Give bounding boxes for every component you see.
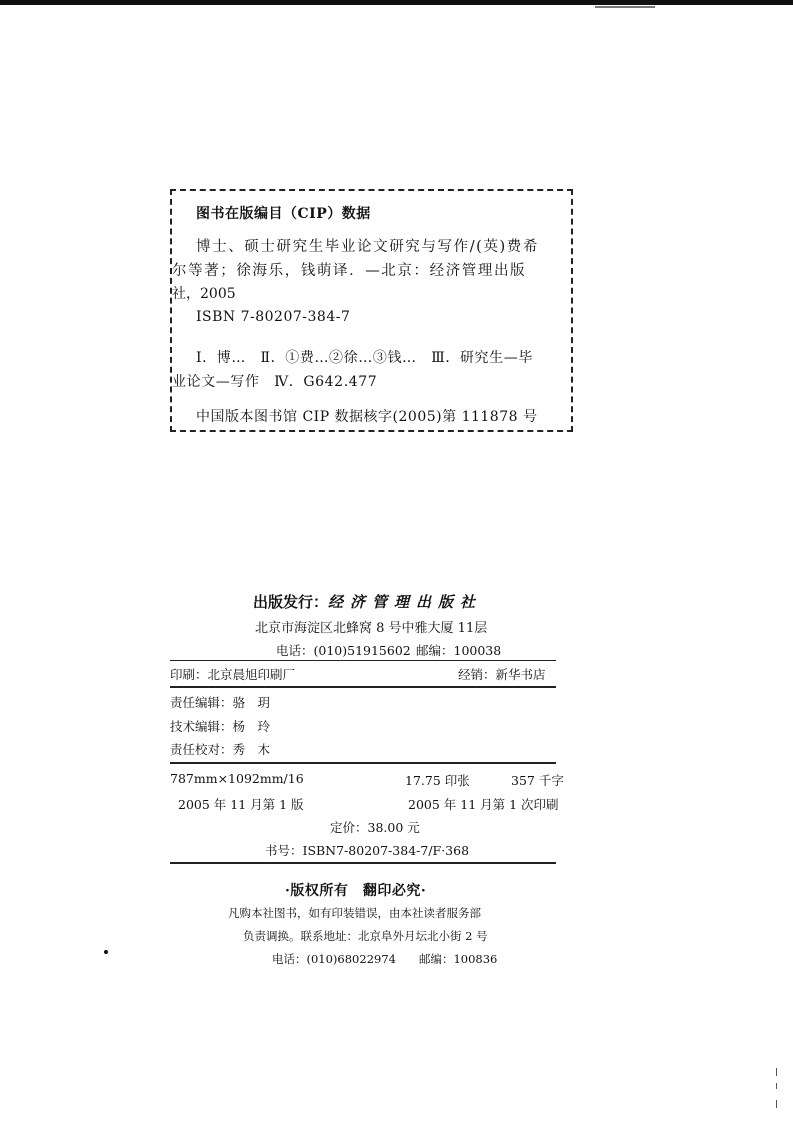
scan-edge-mark (776, 1100, 777, 1108)
publisher-postcode: 邮编：100038 (416, 643, 502, 658)
proofreader: 责任校对：秀 木 (170, 742, 271, 757)
price: 定价：38.00 元 (330, 820, 420, 835)
cip-record-number: 中国版本图书馆 CIP 数据核字(2005)第 111878 号 (196, 409, 538, 425)
book-number: 书号：ISBN7-80207-384-7/F·368 (265, 843, 470, 858)
printed-sheets: 17.75 印张 (405, 773, 470, 788)
divider (170, 762, 556, 764)
cip-classification: 业论文—写作 Ⅳ．G642.477 (172, 374, 378, 390)
distributor: 经销：新华书店 (458, 667, 546, 682)
publisher-name: 经济管理出版社 (328, 593, 483, 611)
divider (170, 686, 556, 688)
copyright-note: 凡购本社图书，如有印装错误，由本社读者服务部 (228, 906, 481, 920)
cip-line: 社，2005 (172, 286, 236, 302)
scan-speck (104, 950, 108, 954)
cip-line: 尔等著；徐海乐，钱萌译．—北京：经济管理出版 (172, 263, 527, 279)
cip-classification: Ⅰ．博… Ⅱ．①费…②徐…③钱… Ⅲ．研究生—毕 (196, 350, 533, 366)
word-count: 357 千字 (511, 773, 564, 788)
responsible-editor: 责任编辑：骆 玥 (170, 695, 271, 710)
publisher-label: 出版发行： (253, 593, 329, 611)
technical-editor: 技术编辑：杨 玲 (170, 719, 271, 734)
scan-edge-mark (776, 1068, 777, 1076)
scan-edge-mark (776, 1083, 777, 1089)
divider (170, 660, 556, 661)
publisher-phone: 电话：(010)51915602 (276, 643, 411, 658)
publisher-address: 北京市海淀区北蜂窝 8 号中雅大厦 11层 (255, 621, 488, 636)
cip-line: 博士、硕士研究生毕业论文研究与写作/(英)费希 (196, 239, 539, 255)
printer: 印刷：北京晨旭印刷厂 (170, 667, 296, 682)
copyright-note: 负责调换。联系地址：北京阜外月坛北小街 2 号 (243, 929, 488, 943)
edition-date: 2005 年 11 月第 1 版 (178, 797, 304, 812)
cip-data-box (170, 189, 573, 432)
format-spec: 787mm×1092mm/16 (170, 771, 304, 786)
cip-isbn: ISBN 7-80207-384-7 (196, 309, 351, 325)
top-border-line (0, 0, 793, 5)
scan-artifact (595, 6, 655, 8)
printing-date: 2005 年 11 月第 1 次印刷 (408, 797, 559, 812)
copyright-contact: 电话：(010)68022974 邮编：100836 (272, 952, 498, 966)
publisher-heading (253, 591, 482, 612)
cip-title: 图书在版编目（CIP）数据 (196, 206, 371, 222)
copyright-notice-title: ·版权所有 翻印必究· (285, 883, 427, 899)
divider (170, 862, 556, 864)
